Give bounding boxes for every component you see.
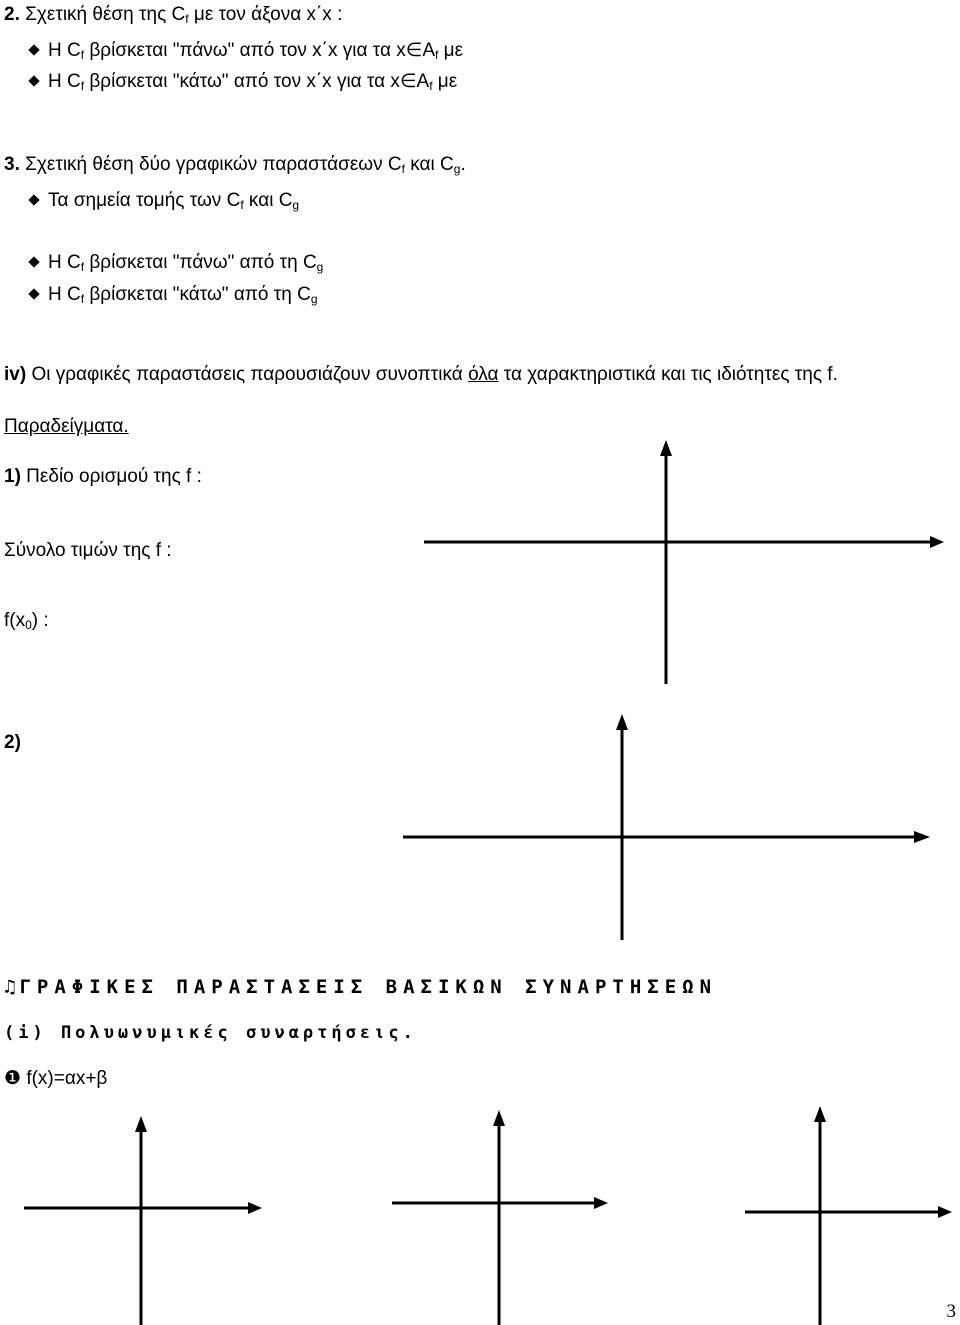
examples-title: Παραδείγματα. <box>4 416 129 437</box>
section3-title: 3. Σχετική θέση δύο γραφικών παραστάσεων $C_f$ και $C_g$. <box>4 154 466 176</box>
list-item: Η $C_f$ βρίσκεται "κάτω" από τη $C_g$ <box>26 284 318 306</box>
list-item: ❶ f(x)=αx+β <box>4 1068 108 1089</box>
number-one-marker: ❶ <box>4 1068 22 1089</box>
section-number: 2. <box>4 4 20 25</box>
section-heading: ♫ ΓΡΑΦΙΚΕΣ ΠΑΡΑΣΤΑΣΕΙΣ ΒΑΣΙΚΩΝ ΣΥΝΑΡΤΗΣΕΩΝ <box>4 976 718 998</box>
example2-label: 2) <box>4 732 21 753</box>
list-item: Η $C_f$ βρίσκεται "πάνω" από τον x΄x για τα $x\in A_f$ με <box>26 40 463 62</box>
list-item: Η $C_f$ βρίσκεται "πάνω" από τη $C_g$ <box>26 252 323 274</box>
page-number: 3 <box>946 1301 956 1322</box>
subsection-heading: (i) Πολυωνυμικές συναρτήσεις. <box>4 1023 417 1043</box>
music-note-icon: ♫ <box>4 976 16 998</box>
note-iv: iv) Οι γραφικές παραστάσεις παρουσιάζουν συνοπτικά όλα τα χαρακτηριστικά και τις ιδιότητες της f. <box>4 364 838 385</box>
example1-domain: 1) Πεδίο ορισμού της f : <box>4 466 202 487</box>
list-item: Η $C_f$ βρίσκεται "κάτω" από τον x΄x για τα $x\in A_f$ με <box>26 71 457 93</box>
example1-fx0: $f(x_0)$ : <box>4 610 49 632</box>
list-item: Τα σημεία τομής των $C_f$ και $C_g$ <box>26 190 299 212</box>
section-number: 3. <box>4 154 20 175</box>
section2-title: 2. Σχετική θέση της $C_f$ με τον άξονα x΄x : <box>4 4 343 26</box>
example1-range: Σύνολο τιμών της f : <box>4 540 172 561</box>
